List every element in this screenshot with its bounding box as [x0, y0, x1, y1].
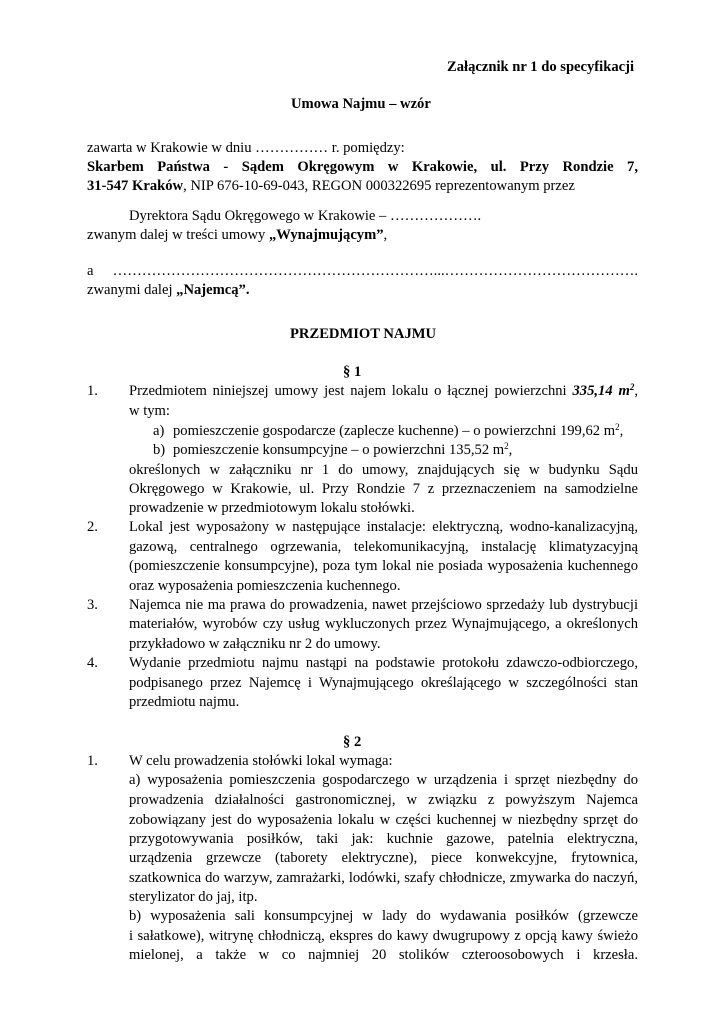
- s1-item-3-line: materiałów, wyrobów czy usług wykluczonych przez Wynajmującego, a określonych: [129, 616, 638, 632]
- s1-item-3-number: 3.: [87, 597, 98, 613]
- s2-item-1-line: prowadzenia działalności gastronomicznej, w związku z powyższym Najemca: [129, 792, 638, 808]
- sub-item-a-label: a): [153, 423, 165, 439]
- document-title: Umowa Najmu – wzór: [291, 96, 431, 112]
- s2-item-1-line: i sałatkowe), witrynę chłodniczą, ekspres do kawy dwugrupowy z opcją kawy świeżo: [129, 928, 638, 944]
- sub-item-b-text: pomieszczenie konsumpcyjne – o powierzchni 135,52 m: [173, 442, 505, 458]
- paragraph-1-heading: § 1: [343, 364, 362, 380]
- s2-item-1-line: szatkownica do warzyw, zamrażarki, lodówki, szafy chłodnicze, zmywarka do naczyń,: [129, 870, 638, 886]
- attachment-label: Załącznik nr 1 do specyfikacji: [447, 59, 635, 75]
- section-title: PRZEDMIOT NAJMU: [290, 326, 437, 342]
- s1-item-1-line-1: [129, 382, 638, 400]
- director-line: Dyrektora Sądu Okręgowego w Krakowie – ……………….: [129, 208, 482, 224]
- s2-item-1-line: urządzenia grzewcze (taborety elektryczne), piece konwekcyjne, frytownica,: [129, 850, 638, 866]
- s1-item-1-number: 1.: [87, 383, 98, 399]
- s2-item-1-number: 1.: [87, 753, 98, 769]
- total-area-sup: 2: [629, 382, 635, 392]
- s1-item-4-line: przedmiotu najmu.: [129, 694, 240, 710]
- sub-item-a-text: pomieszczenie gospodarcze (zaplecze kuchenne) – o powierzchni 199,62 m: [173, 423, 616, 439]
- sub-item-b-sup: 2: [504, 441, 509, 451]
- s1-item-1-line-5: określonych w załączniku nr 1 do umowy, znajdujących się w budynku Sądu: [129, 462, 638, 478]
- sub-item-a-sup: 2: [615, 422, 620, 432]
- sub-item-a-suffix: ,: [619, 423, 624, 439]
- s2-item-1-line: mielonej, a także w co najmniej 20 stolików czteroosobowych i krzesła.: [129, 947, 638, 963]
- landlord-called-suffix: ,: [383, 227, 388, 243]
- s1-item-1-prefix: Przedmiotem niniejszej umowy jest najem lokalu o łącznej powierzchni: [129, 383, 573, 399]
- landlord-called-prefix: zwanym dalej w treści umowy: [87, 227, 269, 243]
- s1-item-4-number: 4.: [87, 655, 98, 671]
- s2-item-1-line: W celu prowadzenia stołówki lokal wymaga:: [129, 753, 393, 769]
- landlord-ids: , NIP 676-10-69-043, REGON 000322695 reprezentowanym przez: [183, 178, 575, 194]
- sub-item-b-label: b): [153, 442, 166, 458]
- intro-line: zawarta w Krakowie w dniu …………… r. pomiędzy:: [87, 140, 405, 156]
- landlord-called: [87, 226, 387, 244]
- sub-item-b-suffix: ,: [508, 442, 513, 458]
- tenant-called-term: „Najemcą”.: [176, 282, 250, 298]
- s1-item-1-line-7: prowadzenie w przedmiotowym lokalu stołówki.: [129, 500, 415, 516]
- s1-item-1-line-2: w tym:: [129, 403, 170, 419]
- tenant-line: a …………………………………………………………...………………………………….: [87, 263, 638, 279]
- s1-item-1-suffix: ,: [634, 383, 638, 399]
- s2-item-1-line: a) wyposażenia pomieszczenia gospodarczego w urządzenia i sprzęt niezbędny do: [129, 772, 638, 788]
- paragraph-2-heading: § 2: [343, 734, 362, 750]
- tenant-called-prefix: zwanymi dalej: [87, 282, 177, 298]
- landlord-called-term: „Wynajmującym”: [268, 227, 384, 243]
- s2-item-1-line: sterylizator do jaj, itp.: [129, 889, 258, 905]
- s1-item-4-line: podpisanego przez Najemcę i Wynajmującego określającego w szczególności stan: [129, 675, 638, 691]
- s1-item-3-line: przykładowo w załączniku nr 2 do umowy.: [129, 636, 381, 652]
- landlord-postcode: 31-547 Kraków: [87, 178, 184, 194]
- s1-item-2-line: (pomieszczenie konsumpcyjne), poza tym lokal nie posiada wyposażenia kuchennego: [129, 558, 638, 574]
- total-area: [572, 383, 634, 399]
- s1-item-2-line: Lokal jest wyposażony w następujące instalacje: elektryczną, wodno-kanalizacyjną,: [129, 519, 638, 535]
- sub-item-a: [173, 422, 623, 440]
- tenant-called: [87, 281, 250, 299]
- total-area-value: 335,14 m: [572, 383, 630, 399]
- s1-item-2-line: oraz wyposażenia pomieszczenia kuchennego.: [129, 578, 401, 594]
- s1-item-1-line-6: Okręgowego w Krakowie, ul. Przy Rondzie 7 z przeznaczeniem na samodzielne: [129, 481, 638, 497]
- s1-item-2-line: gazową, centralnego ogrzewania, telekomunikacyjną, instalację klimatyzacyjną: [129, 539, 638, 555]
- s1-item-2-number: 2.: [87, 519, 98, 535]
- sub-item-b: [173, 441, 512, 459]
- s2-item-1-line: b) wyposażenia sali konsumpcyjnej w lady do wydawania posiłków (grzewcze: [129, 908, 638, 924]
- landlord-line-1: Skarbem Państwa - Sądem Okręgowym w Krakowie, ul. Przy Rondzie 7,: [87, 159, 638, 175]
- s2-item-1-line: przygotowywania posiłków, taki jak: kuchnie gazowe, patelnia elektryczna,: [129, 831, 638, 847]
- landlord-line-2: [87, 177, 575, 195]
- s1-item-3-line: Najemca nie ma prawa do prowadzenia, nawet przejściowo sprzedaży lub dystrybucji: [129, 597, 638, 613]
- s2-item-1-line: zobowiązany jest do wyposażenia lokalu w części kuchennej w niezbędny sprzęt do: [129, 812, 638, 828]
- s1-item-4-line: Wydanie przedmiotu najmu nastąpi na podstawie protokołu zdawczo-odbiorczego,: [129, 655, 638, 671]
